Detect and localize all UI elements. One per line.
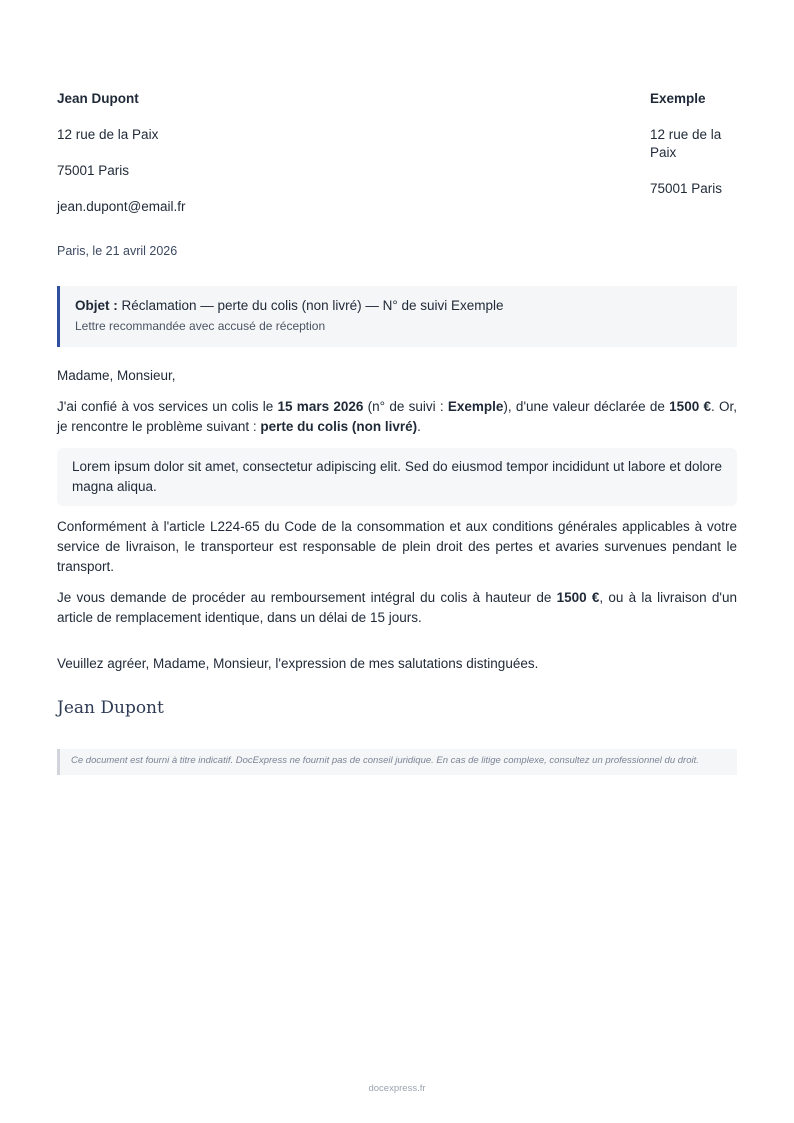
subject-subtitle: Lettre recommandée avec accusé de réception — [75, 319, 326, 333]
disclaimer: Ce document est fourni à titre indicatif. DocExpress ne fournit pas de conseil juridique. En cas de litige complexe, consultez un professionnel du droit. — [57, 749, 737, 775]
sender-city: 75001 Paris — [57, 163, 130, 178]
subject-text: Réclamation — perte du colis (non livré) — N° de suivi Exemple — [117, 298, 504, 313]
recipient-city: 75001 Paris — [650, 181, 723, 196]
problem-description: Lorem ipsum dolor sit amet, consectetur adipiscing elit. Sed do eiusmod tempor incididunt ut labore et dolore magna aliqua. — [57, 448, 737, 506]
signature: Jean Dupont — [57, 698, 164, 718]
refund-value: 1500 € — [556, 590, 600, 605]
tracking-number: Exemple — [447, 399, 504, 414]
letter-page — [57, 0, 737, 1123]
recipient-address — [650, 90, 737, 216]
problem-type: perte du colis (non livré) — [260, 419, 418, 434]
paragraph-1 — [57, 397, 737, 437]
sender-email: jean.dupont@email.fr — [57, 199, 186, 214]
subject-label: Objet : — [75, 298, 118, 313]
p1-text-b: (n° de suivi : — [363, 399, 448, 414]
p3-text-b: , ou à la livraison d'un article de remplacement identique, dans un délai de 15 jours. — [57, 590, 737, 625]
closing-formula: Veuillez agréer, Madame, Monsieur, l'expression de mes salutations distinguées. — [57, 656, 539, 671]
declared-value: 1500 € — [669, 399, 711, 414]
salutation: Madame, Monsieur, — [57, 368, 176, 383]
paragraph-3 — [57, 588, 737, 628]
letter-body — [57, 366, 737, 685]
subject-line — [75, 297, 722, 315]
recipient-name: Exemple — [650, 91, 706, 106]
sender-address — [57, 90, 186, 234]
shipping-date: 15 mars 2026 — [277, 399, 364, 414]
p1-text-a: J'ai confié à vos services un colis le — [57, 399, 278, 414]
p1-text-d: . Or, je rencontre le problème suivant : — [57, 399, 738, 434]
sender-street: 12 rue de la Paix — [57, 127, 159, 142]
subject-box — [57, 286, 737, 347]
sender-name: Jean Dupont — [57, 91, 139, 106]
p1-text-e: . — [417, 419, 421, 434]
p3-text-a: Je vous demande de procéder au remboursement intégral du colis à hauteur de — [57, 590, 557, 605]
footer-link[interactable]: docexpress.fr — [368, 1083, 426, 1094]
p1-text-c: ), d'une valeur déclarée de — [503, 399, 670, 414]
letter-date: Paris, le 21 avril 2026 — [57, 244, 178, 258]
paragraph-2: Conformément à l'article L224-65 du Code de la consommation et aux conditions générales applicables à votre service de livraison, le transporteur est responsable de plein droit des pertes et avaries survenues pendant le transport. — [57, 519, 737, 574]
recipient-street: 12 rue de la Paix — [650, 127, 722, 160]
